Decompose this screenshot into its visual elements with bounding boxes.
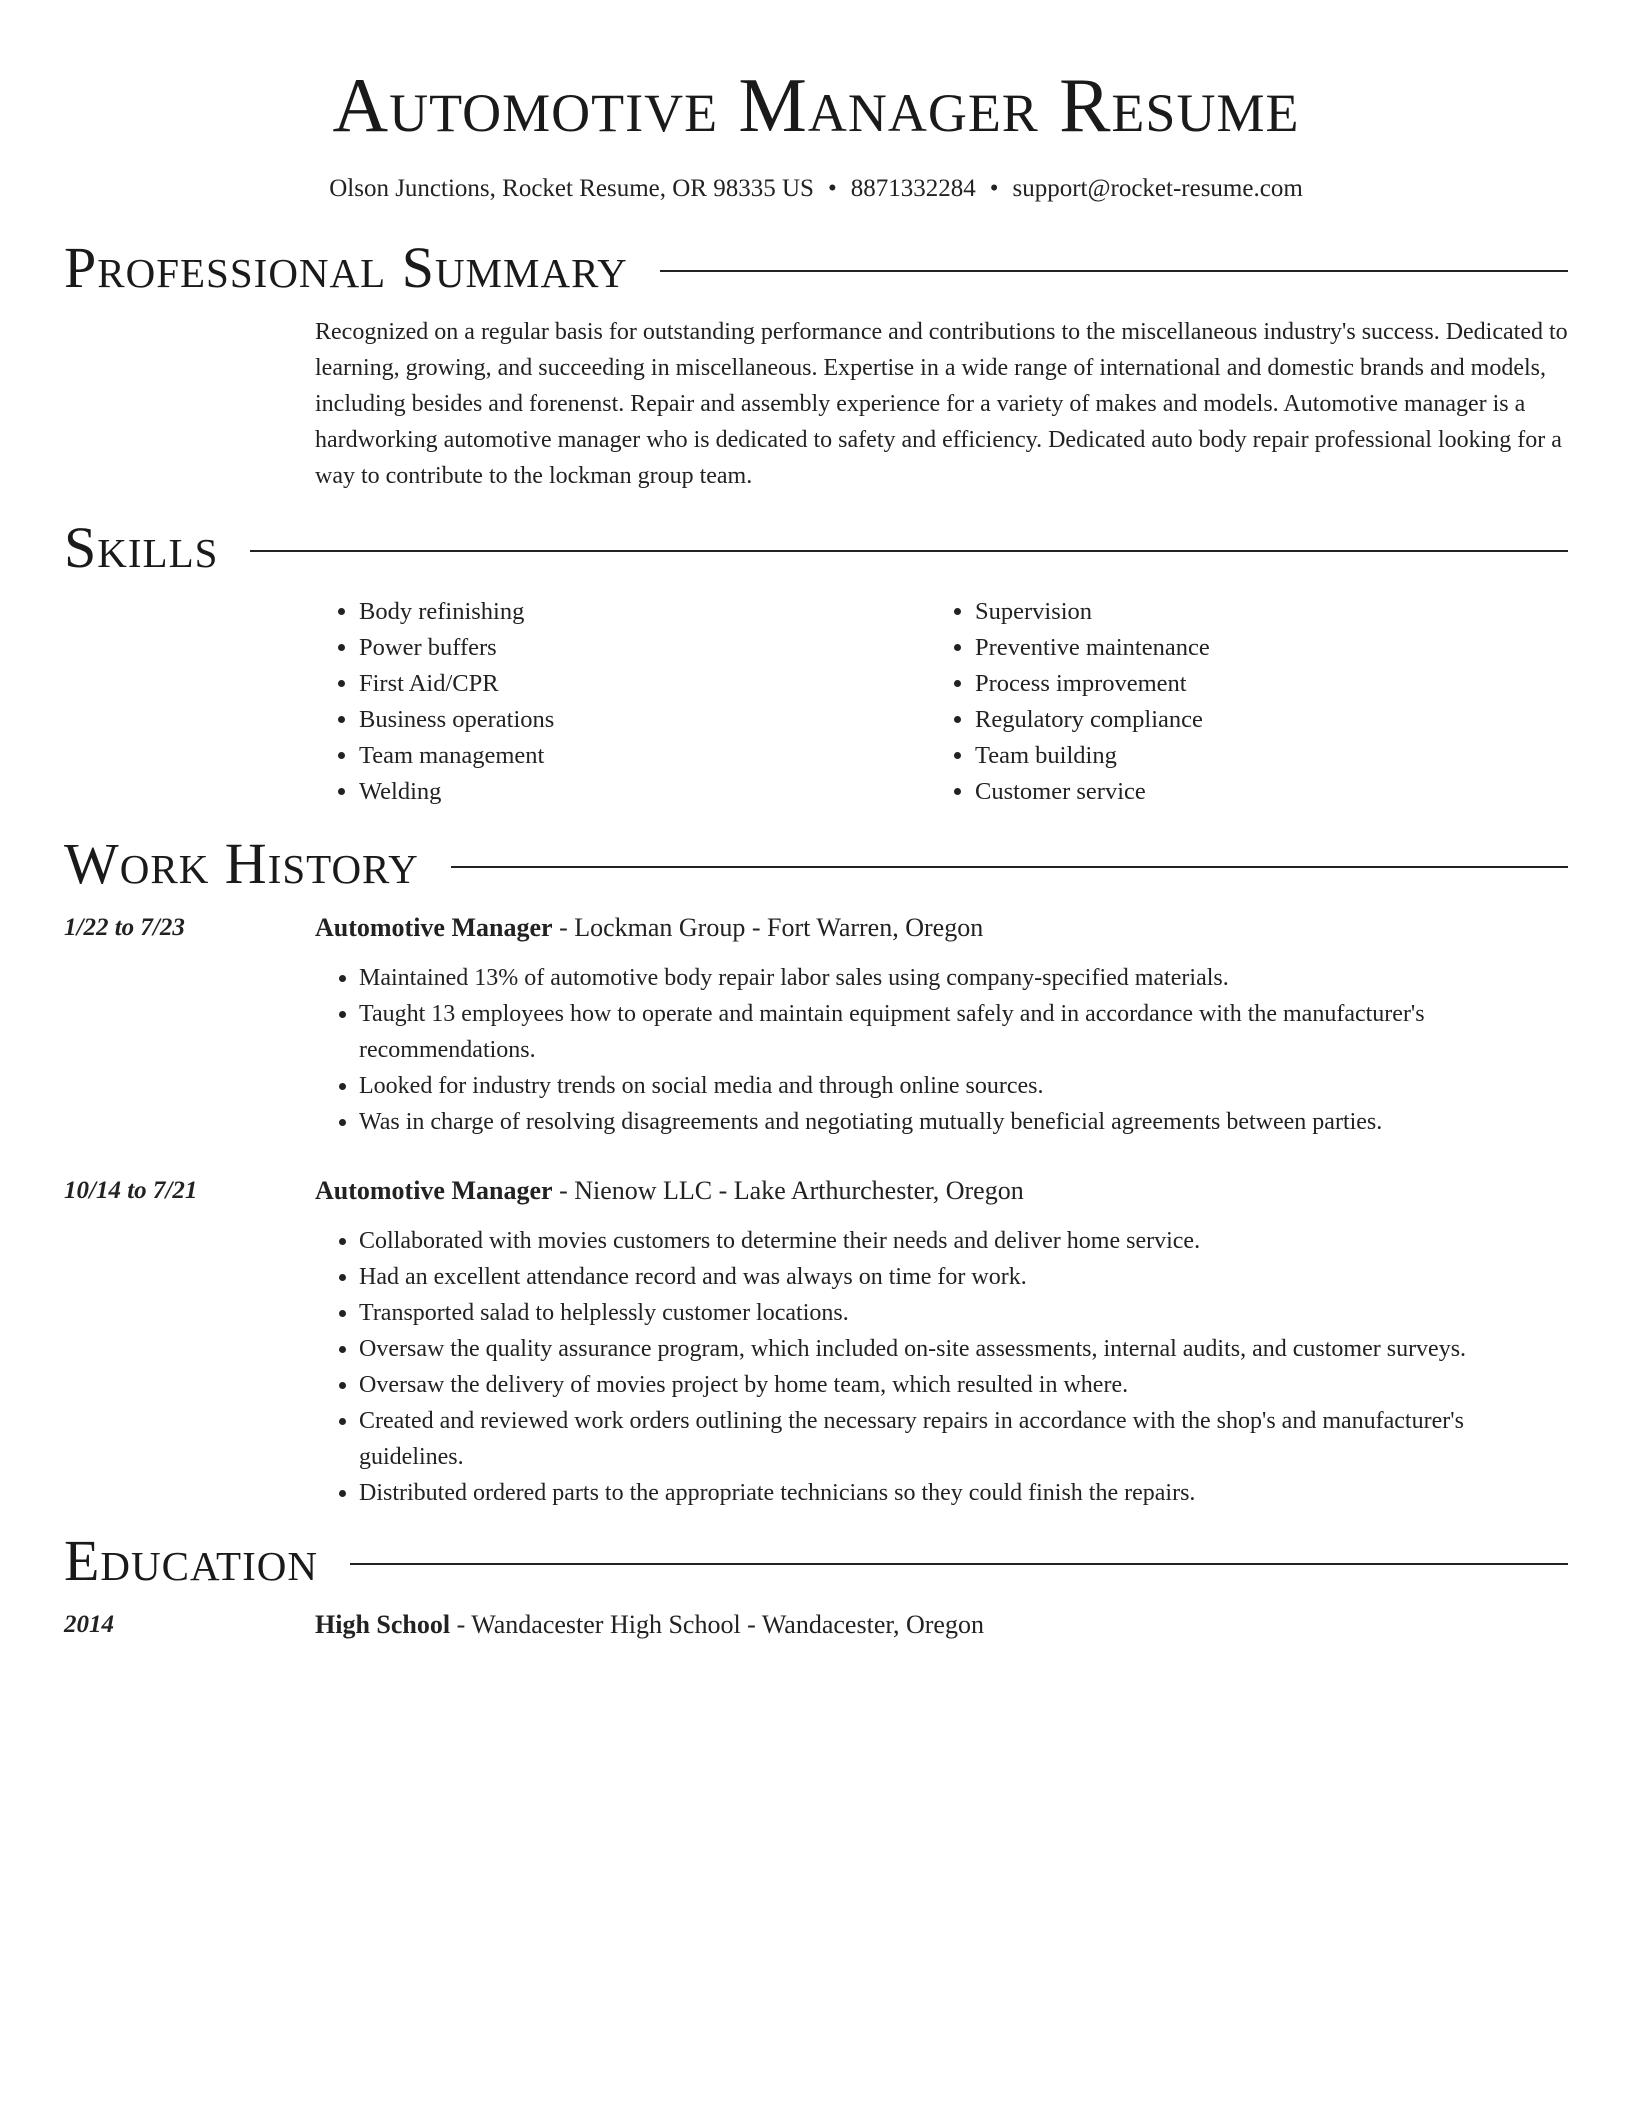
contact-email[interactable]: support@rocket-resume.com	[1012, 175, 1303, 202]
contact-phone: 8871332284	[850, 175, 976, 202]
resume-page	[64, 0, 1568, 1643]
job-bullet: • Distributed ordered parts to the appropriate technicians so they could finish the repairs.	[359, 1475, 1568, 1511]
skills-heading: Skills	[64, 515, 219, 580]
skills-column-left	[315, 594, 931, 810]
job-bullet: • Was in charge of resolving disagreements and negotiating mutually beneficial agreements between parties.	[359, 1104, 1568, 1140]
skill-item: • Regulatory compliance	[975, 702, 1547, 738]
education-section-header	[64, 1529, 1568, 1593]
job-details: - Lockman Group - Fort Warren, Oregon	[552, 913, 984, 942]
job-title: Automotive Manager	[315, 1176, 553, 1205]
contact-address: Olson Junctions, Rocket Resume, OR 98335 US	[329, 175, 814, 202]
job-bullet: • Looked for industry trends on social media and through online sources.	[359, 1068, 1568, 1104]
skills-column-right	[931, 594, 1547, 810]
skill-item: • Business operations	[359, 702, 931, 738]
job-bullets	[315, 1223, 1568, 1511]
skill-item: • Process improvement	[975, 666, 1547, 702]
education-body	[315, 1607, 1568, 1643]
job-bullets	[315, 960, 1568, 1140]
job-bullet: • Created and reviewed work orders outlining the necessary repairs in accordance with the shop's and manufacturer's guidelines.	[359, 1403, 1568, 1475]
skill-item: • Body refinishing	[359, 594, 931, 630]
education-heading: Education	[64, 1528, 318, 1593]
skill-item: • Supervision	[975, 594, 1547, 630]
job-dates: 1/22 to 7/23	[64, 914, 185, 941]
job-details: - Nienow LLC - Lake Arthurchester, Oregon	[552, 1176, 1024, 1205]
job-dates: 10/14 to 7/21	[64, 1177, 198, 1204]
resume-title: Automotive Manager Resume	[332, 62, 1300, 148]
section-divider	[660, 270, 1568, 272]
skill-item: • Power buffers	[359, 630, 931, 666]
job-bullet: • Oversaw the quality assurance program, which included on-site assessments, internal audits, and customer surveys.	[359, 1331, 1568, 1367]
job-bullet: • Had an excellent attendance record and was always on time for work.	[359, 1259, 1568, 1295]
summary-text: Recognized on a regular basis for outstanding performance and contributions to the miscellaneous industry's success. Dedicated to learning, growing, and succeeding in miscellaneous. Expertise in a wide range of international and domestic brands and models, including besides and forenenst. Repair and assembly experience for a variety of makes and models. Automotive manager is a hardworking automotive manager who is dedicated to safety and efficiency. Dedicated auto body repair professional looking for a way to contribute to the lockman group team.	[315, 319, 1568, 489]
skill-item: • Preventive maintenance	[975, 630, 1547, 666]
skill-item: • First Aid/CPR	[359, 666, 931, 702]
skill-item: • Team building	[975, 738, 1547, 774]
skills-section-header	[64, 516, 1568, 580]
contact-separator: •	[989, 175, 999, 202]
education-year: 2014	[64, 1611, 114, 1638]
job-entry	[64, 910, 1568, 1140]
job-bullet: • Oversaw the delivery of movies project by home team, which resulted in where.	[359, 1367, 1568, 1403]
job-bullet: • Transported salad to helplessly customer locations.	[359, 1295, 1568, 1331]
skill-item: • Customer service	[975, 774, 1547, 810]
education-details: - Wandacester High School - Wandacester, Oregon	[450, 1610, 984, 1639]
job-bullet: • Taught 13 employees how to operate and maintain equipment safely and in accordance with the manufacturer's recommendations.	[359, 996, 1568, 1068]
job-body	[315, 910, 1568, 1140]
job-body	[315, 1173, 1568, 1511]
work-heading: Work History	[64, 831, 419, 896]
job-heading	[315, 1173, 1568, 1209]
job-heading	[315, 910, 1568, 946]
job-entry	[64, 1173, 1568, 1511]
section-divider	[451, 866, 1568, 868]
job-bullet: • Maintained 13% of automotive body repair labor sales using company-specified materials.	[359, 960, 1568, 996]
skills-list	[315, 594, 1568, 810]
education-degree: High School	[315, 1610, 451, 1639]
skill-item: • Welding	[359, 774, 931, 810]
summary-section-header	[64, 236, 1568, 300]
education-heading-line	[315, 1607, 1568, 1643]
section-divider	[350, 1563, 1568, 1565]
job-bullet: • Collaborated with movies customers to determine their needs and deliver home service.	[359, 1223, 1568, 1259]
education-entry	[64, 1607, 1568, 1643]
contact-separator: •	[827, 175, 837, 202]
section-divider	[250, 550, 1568, 552]
work-section-header	[64, 832, 1568, 896]
job-title: Automotive Manager	[315, 913, 553, 942]
skill-item: • Team management	[359, 738, 931, 774]
summary-heading: Professional Summary	[64, 235, 628, 300]
contact-line	[64, 172, 1568, 206]
